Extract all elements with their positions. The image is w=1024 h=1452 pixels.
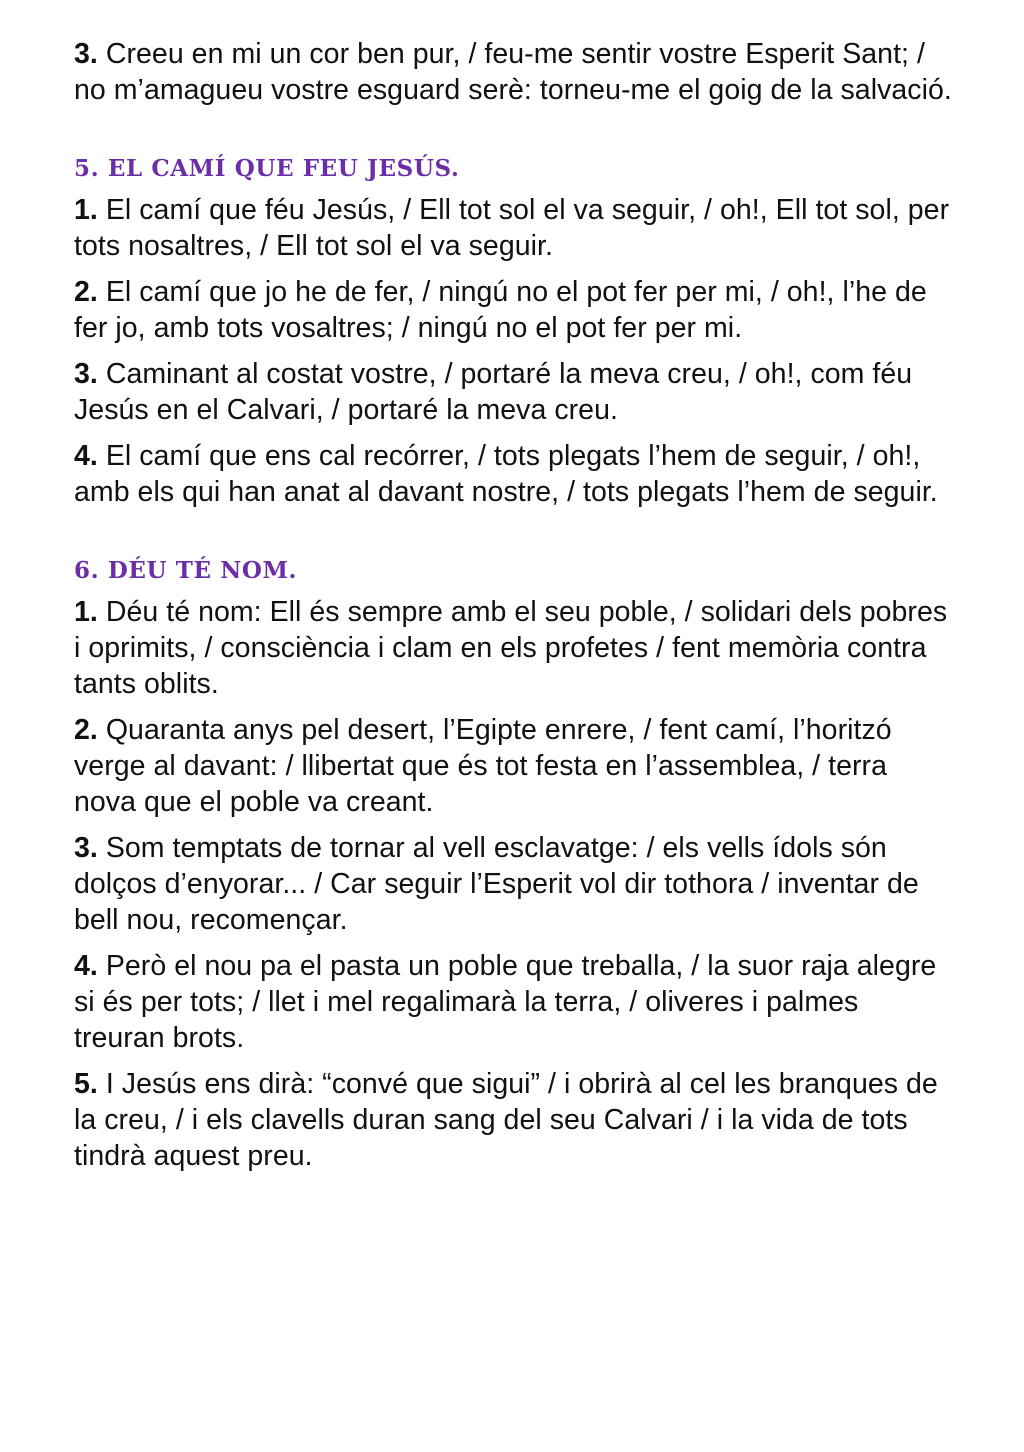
verse-number: 2. — [74, 276, 98, 308]
verse — [74, 712, 954, 820]
verse-number: 2. — [74, 714, 98, 746]
song-title: 5. EL CAMÍ QUE FEU JESÚS. — [74, 155, 460, 182]
document-page — [74, 36, 954, 1184]
verse-number: 3. — [74, 38, 98, 70]
verse — [74, 830, 954, 938]
intro-section — [74, 36, 954, 108]
verse — [74, 594, 954, 702]
verse — [74, 274, 954, 346]
verse-text: El camí que féu Jesús, / Ell tot sol el va seguir, / oh!, Ell tot sol, per tots nosaltres, / Ell tot sol el va seguir. — [74, 194, 950, 262]
verse — [74, 356, 954, 428]
verse-text: El camí que ens cal recórrer, / tots plegats l’hem de seguir, / oh!, amb els qui han anat al davant nostre, / tots plegats l’hem de seguir. — [74, 440, 938, 508]
verse-number: 1. — [74, 596, 98, 628]
song-section-6 — [74, 556, 954, 1174]
verse-text: Quaranta anys pel desert, l’Egipte enrere, / fent camí, l’horitzó verge al davant: / llibertat que és tot festa en l’assemblea, / terra nova que el poble va creant. — [74, 714, 892, 818]
verse — [74, 438, 954, 510]
verse-number: 4. — [74, 440, 98, 472]
verse-number: 4. — [74, 950, 98, 982]
verse-text: Caminant al costat vostre, / portaré la meva creu, / oh!, com féu Jesús en el Calvari, / portaré la meva creu. — [74, 358, 913, 426]
verse-text: Déu té nom: Ell és sempre amb el seu poble, / solidari dels pobres i oprimits, / consciència i clam en els profetes / fent memòria contra tants oblits. — [74, 596, 948, 700]
verse-number: 1. — [74, 194, 98, 226]
song-section-5 — [74, 154, 954, 510]
verse-number: 3. — [74, 358, 98, 390]
verse-number: 3. — [74, 832, 98, 864]
verse-text: Creeu en mi un cor ben pur, / feu-me sentir vostre Esperit Sant; / no m’amagueu vostre esguard serè: torneu-me el goig de la salvació. — [74, 38, 952, 106]
verse — [74, 1066, 954, 1174]
verse — [74, 36, 954, 108]
verse — [74, 192, 954, 264]
verse-text: Som temptats de tornar al vell esclavatge: / els vells ídols són dolços d’enyorar... / Car seguir l’Esperit vol dir tothora / inventar de bell nou, recomençar. — [74, 832, 919, 936]
verse-text: I Jesús ens dirà: “convé que sigui” / i obrirà al cel les branques de la creu, / i els clavells duran sang del seu Calvari / i la vida de tots tindrà aquest preu. — [74, 1068, 938, 1172]
verse-text: Però el nou pa el pasta un poble que treballa, / la suor raja alegre si és per tots; / llet i mel regalimarà la terra, / oliveres i palmes treuran brots. — [74, 950, 937, 1054]
song-title: 6. DÉU TÉ NOM. — [74, 557, 298, 584]
verse-number: 5. — [74, 1068, 98, 1100]
verse — [74, 948, 954, 1056]
verse-text: El camí que jo he de fer, / ningú no el pot fer per mi, / oh!, l’he de fer jo, amb tots vosaltres; / ningú no el pot fer per mi. — [74, 276, 927, 344]
